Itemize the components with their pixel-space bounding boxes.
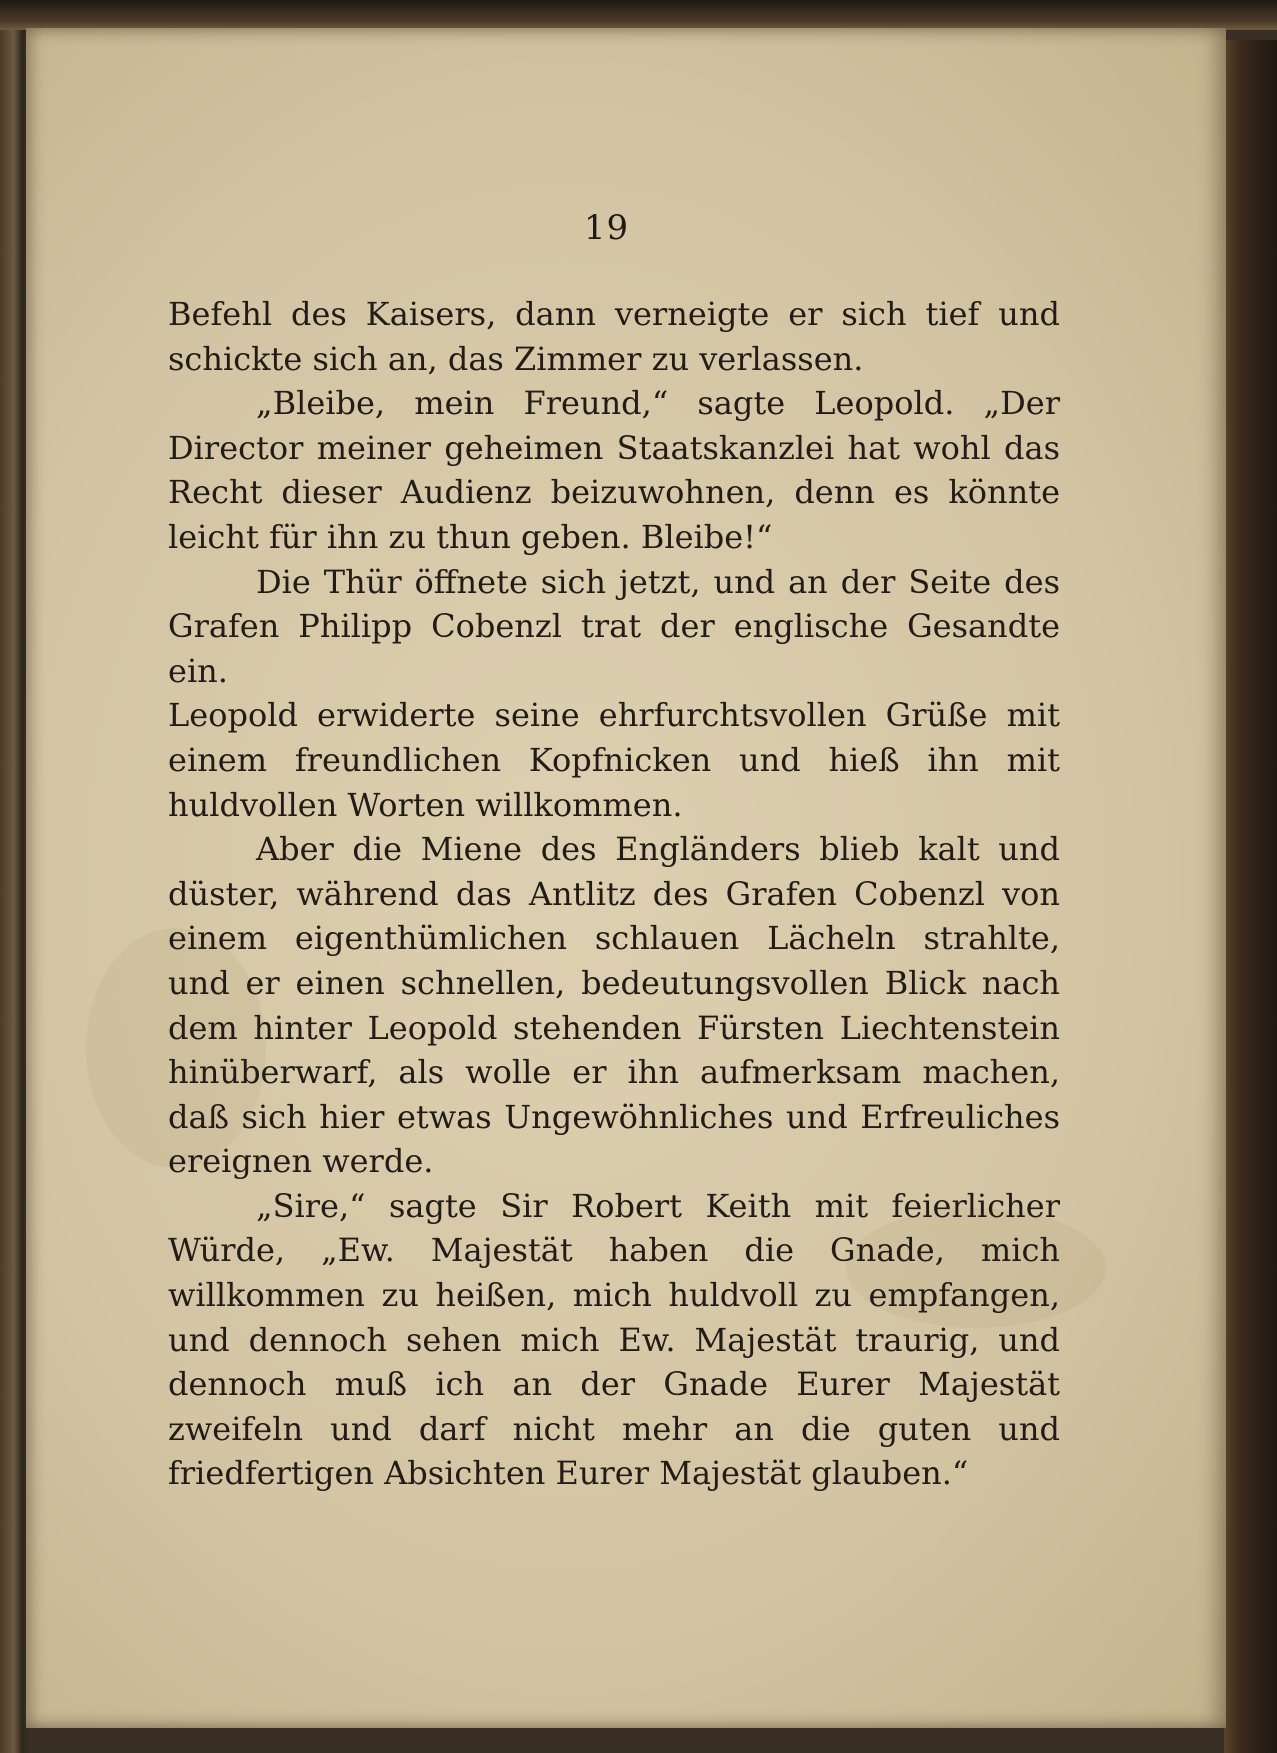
book-top-edge [0, 0, 1277, 30]
paragraph: Leopold erwiderte seine ehrfurchtsvollen Grüße mit einem freundlichen Kopfnicken und hieß ihn mit huldvollen Worten willkommen. [168, 696, 1060, 824]
paragraph: Die Thür öffnete sich jetzt, und an der Seite des Grafen Philipp Cobenzl trat der englische Gesandte ein. [168, 562, 1060, 690]
paragraph: Aber die Miene des Engländers blieb kalt und düster, während das Antlitz des Grafen Cobenzl von einem eigenthümlichen schlauen Lächeln strahlte, und er einen schnellen, bedeutungsvollen Blick nach dem hinter Leopold stehenden Fürsten Liechtenstein hinüberwarf, als wolle er ihn aufmerksam machen, daß sich hier etwas Ungewöhnliches und Erfreuliches ereignen werde. [168, 830, 1060, 1181]
paragraph: „Sire,“ sagte Sir Robert Keith mit feierlicher Würde, „Ew. Majestät haben die Gnade, mich willkommen zu heißen, mich huldvoll zu empfangen, und dennoch sehen mich Ew. Majestät traurig, und dennoch muß ich an der Gnade Eurer Majestät zweifeln und darf nicht mehr an die guten und friedfertigen Absichten Eurer Majestät glauben.“ [168, 1186, 1060, 1493]
paragraph: Befehl des Kaisers, dann verneigte er sich tief und schickte sich an, das Zimmer zu verlassen. [168, 295, 1060, 378]
paragraph: „Bleibe, mein Freund,“ sagte Leopold. „Der Director meiner geheimen Staatskanzlei hat wohl das Recht dieser Audienz beizuwohnen, denn es könnte leicht für ihn zu thun geben. Bleibe!“ [168, 384, 1060, 556]
body-text [168, 292, 1060, 1496]
page-number: 19 [583, 208, 630, 248]
book-cover-edge [1224, 40, 1277, 1753]
